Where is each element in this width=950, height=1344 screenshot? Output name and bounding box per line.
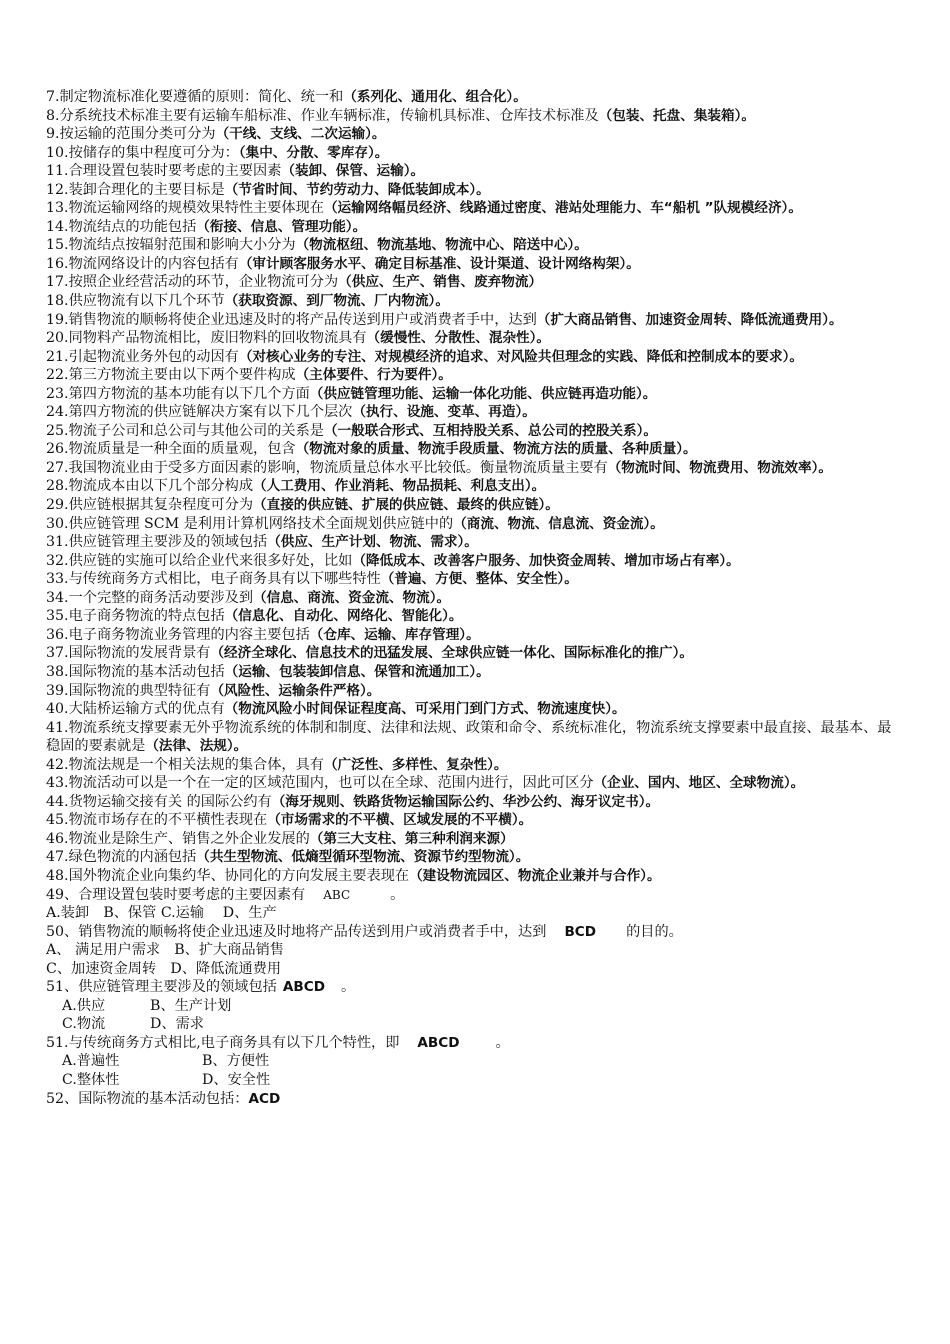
- answer: （人工费用、作业消耗、物品损耗、利息支出）。: [253, 478, 546, 495]
- question-item: [46, 459, 900, 478]
- question-item: [46, 144, 900, 163]
- question-tail: 的目的。: [626, 923, 683, 940]
- question-text: 33.与传统商务方式相比，电子商务具有以下哪些特性: [46, 571, 381, 588]
- question-item: [46, 292, 900, 311]
- answer: （审计顾客服务水平、确定目标基准、设计渠道、设计网络构架）。: [238, 255, 640, 272]
- question-item: [46, 626, 900, 645]
- answer: （第三大支柱、第三种利润来源）: [309, 830, 514, 847]
- question-text: 20.同物料产品物流相比，废旧物料的回收物流具有: [46, 330, 367, 347]
- mc-q49: [46, 886, 900, 905]
- answer: ABCD: [417, 1034, 460, 1051]
- question-item: [46, 867, 900, 886]
- question-text: 34.一个完整的商务活动要涉及到: [46, 589, 254, 606]
- answer: （执行、设施、变革、再造）。: [352, 404, 536, 421]
- answer: ABC: [323, 887, 351, 902]
- question-text: 49、合理设置包装时要考虑的主要因素有: [46, 886, 306, 903]
- answer: （经济全球化、信息技术的迅猛发展、全球供应链一体化、国际标准化的推广）。: [210, 645, 694, 662]
- answer: （信息化、自动化、网络化、智能化）。: [224, 608, 463, 625]
- question-item: [46, 403, 900, 422]
- question-text: 40.大陆桥运输方式的优点有: [46, 701, 225, 718]
- question-item: [46, 700, 900, 719]
- question-text: 21.引起物流业务外包的动因有: [46, 348, 239, 365]
- question-list: [46, 88, 900, 886]
- mc-q50: [46, 923, 900, 942]
- answer: （物流时间、物流费用、物流效率）。: [607, 459, 832, 476]
- question-item: [46, 348, 900, 367]
- answer: （缓慢性、分散性、混杂性）。: [366, 330, 551, 347]
- question-text: 39.国际物流的典型特征有: [46, 682, 211, 699]
- mc-q51b-options-row-2: [46, 1071, 900, 1090]
- answer: （商流、物流、信息流、资金流）。: [453, 515, 664, 532]
- question-item: [46, 570, 900, 589]
- answer: （扩大商品销售、加速资金周转、降低流通费用）。: [536, 311, 843, 328]
- question-tail: 。: [341, 979, 356, 996]
- option-a: A.供应: [62, 997, 106, 1014]
- answer: （仓库、运输、库存管理）。: [309, 626, 480, 643]
- question-item: [46, 236, 900, 255]
- question-item: [46, 756, 900, 775]
- question-text: 44.货物运输交接有关 的国际公约有: [46, 793, 272, 810]
- question-text: 27.我国物流业由于受多方面因素的影响，物流质量总体水平比较低。衡量物流质量主要有: [46, 459, 608, 476]
- answer: （节省时间、节约劳动力、降低装卸成本）。: [224, 181, 490, 198]
- answer: ABCD: [282, 979, 326, 996]
- answer: （广泛性、多样性、复杂性）。: [323, 756, 508, 773]
- answer: （包装、托盘、集装箱）。: [598, 107, 755, 124]
- question-item: [46, 255, 900, 274]
- question-text: 46.物流业是除生产、销售之外企业发展的: [46, 830, 310, 847]
- answer: ACD: [248, 1090, 281, 1107]
- question-item: [46, 88, 900, 107]
- option-a: A.普遍性: [62, 1053, 120, 1070]
- question-item: [46, 218, 900, 237]
- answer: （系列化、通用化、组合化）。: [343, 89, 527, 105]
- answer: （干线、支线、二次运输）。: [215, 126, 386, 143]
- question-text: 51、供应链管理主要涉及的领域包括: [46, 979, 277, 996]
- question-item: [46, 607, 900, 626]
- question-tail: 。: [390, 886, 405, 903]
- mc-q49-options: A.装卸 B、保管 C.运输 D、生产: [46, 905, 277, 922]
- question-text: 29.供应链根据其复杂程度可分为: [46, 497, 254, 514]
- question-item: [46, 107, 900, 126]
- question-text: 9.按运输的范围分类可分为: [46, 126, 216, 143]
- question-item: [46, 440, 900, 459]
- question-item: [46, 830, 900, 849]
- answer: （集中、分散、零库存）。: [238, 144, 389, 161]
- answer: （法律、法规）。: [145, 738, 248, 755]
- option-b: B、方便性: [202, 1053, 270, 1070]
- answer: （共生型物流、低熵型循环型物流、资源节约型物流）。: [196, 849, 530, 866]
- question-item: [46, 125, 900, 144]
- answer: （供应、生产计划、物流、需求）。: [267, 534, 478, 551]
- mc-q51b: [46, 1034, 900, 1053]
- answer: （对核心业务的专注、对规模经济的追求、对风险共但理念的实践、降低和控制成本的要求）。: [238, 348, 803, 365]
- question-item: [46, 515, 900, 534]
- question-text: 11.合理设置包装时要考虑的主要因素: [46, 163, 282, 180]
- answer: （运输网络幅员经济、线路通过密度、港站处理能力、车“船机 ”队规模经济）。: [323, 200, 802, 217]
- question-text: 26.物流质量是一种全面的质量观，包含: [46, 441, 296, 458]
- answer: （海牙规则、铁路货物运输国际公约、华沙公约、海牙议定书）。: [271, 793, 660, 810]
- question-text: 16.物流网络设计的内容包括有: [46, 255, 239, 272]
- question-item: [46, 663, 900, 682]
- answer: （物流枢纽、物流基地、物流中心、陪送中心）。: [295, 237, 588, 254]
- question-text: 41.物流系统支撑要素无外乎物流系统的体制和制度、法律和法规、政策和命令、系统标准化，物流系统支撑要素中最直接、最基本、最稳固的要素就是: [46, 719, 892, 755]
- answer: （衔接、信息、管理功能）。: [196, 218, 367, 235]
- question-text: 13.物流运输网络的规模效果特性主要体现在: [46, 200, 324, 217]
- question-text: 10.按储存的集中程度可分为：: [46, 144, 239, 161]
- question-item: [46, 719, 900, 756]
- answer: （企业、国内、地区、全球物流）。: [593, 775, 805, 792]
- question-text: 19.销售物流的顺畅将使企业迅速及时的将产品传送到用户或消费者手中，达到: [46, 311, 537, 328]
- answer: （物流风险小时间保证程度高、可采用门到门方式、物流速度快）。: [224, 701, 626, 718]
- mc-q50-option-row-1: A、 满足用户需求 B、扩大商品销售: [46, 942, 284, 959]
- question-item: [46, 774, 900, 793]
- question-text: 47.绿色物流的内涵包括: [46, 849, 197, 866]
- answer: （运输、包装装卸信息、保管和流通加工）。: [224, 663, 490, 680]
- answer: （供应、生产、销售、废弃物流）: [338, 274, 543, 291]
- mc-q51a-options-row-1: [46, 997, 900, 1016]
- question-text: 22.第三方物流主要由以下两个要件构成: [46, 367, 296, 384]
- answer: （物流对象的质量、物流手段质量、物流方法的质量、各种质量）。: [295, 441, 697, 458]
- option-d: D、安全性: [202, 1071, 271, 1088]
- question-text: 42.物流法规是一个相关法规的集合体，具有: [46, 756, 324, 773]
- question-text: 50、销售物流的顺畅将使企业迅速及时地将产品传送到用户或消费者手中，达到: [46, 923, 547, 940]
- answer: （市场需求的不平横、区域发展的不平横）。: [267, 812, 533, 829]
- question-item: [46, 422, 900, 441]
- question-item: [46, 385, 900, 404]
- question-item: [46, 273, 900, 292]
- answer: BCD: [564, 923, 597, 940]
- question-item: [46, 329, 900, 348]
- question-text: 23.第四方物流的基本功能有以下几个方面: [46, 385, 310, 402]
- answer: （直接的供应链、扩展的供应链、最终的供应链）。: [253, 497, 559, 514]
- question-text: 28.物流成本由以下几个部分构成: [46, 478, 254, 495]
- answer: （装卸、保管、运输）。: [281, 163, 425, 180]
- question-text: 24.第四方物流的供应链解决方案有以下几个层次: [46, 404, 353, 421]
- mc-q52: [46, 1090, 900, 1109]
- question-text: 12.装卸合理化的主要目标是: [46, 181, 225, 198]
- question-text: 30.供应链管理 SCM 是利用计算机网络技术全面规划供应链中的: [46, 515, 454, 532]
- answer: （降低成本、改善客户服务、加快资金周转、增加市场占有率）。: [352, 552, 740, 569]
- mc-q50-option-row-2: C、加速资金周转 D、降低流通费用: [46, 960, 282, 977]
- question-text: 37.国际物流的发展背景有: [46, 645, 211, 662]
- option-c: C.整体性: [62, 1071, 120, 1088]
- question-text: 38.国际物流的基本活动包括: [46, 663, 225, 680]
- question-text: 18.供应物流有以下几个环节: [46, 293, 225, 310]
- question-text: 8.分系统技术标准主要有运输车船标准、作业车辆标准，传输机具标准、仓库技术标准及: [46, 107, 599, 124]
- question-item: [46, 477, 900, 496]
- answer: （主体要件、行为要件）。: [295, 367, 452, 384]
- answer: （建设物流园区、物流企业兼并与合作）。: [409, 867, 661, 884]
- question-text: 15.物流结点按辐射范围和影响大小分为: [46, 237, 296, 254]
- question-text: 51.与传统商务方式相比,电子商务具有以下几个特性，即: [46, 1034, 400, 1051]
- question-text: 35.电子商务物流的特点包括: [46, 608, 225, 625]
- question-text: 48.国外物流企业向集约华、协同化的方向发展主要表现在: [46, 867, 410, 884]
- answer: （一般联合形式、互相持股关系、总公司的控股关系）。: [323, 422, 657, 439]
- question-item: [46, 533, 900, 552]
- question-item: [46, 162, 900, 181]
- answer: （普遍、方便、整体、安全性）。: [380, 571, 578, 588]
- question-text: 7.制定物流标准化要遵循的原则：简化、统一和: [46, 89, 344, 105]
- answer: （获取资源、到厂物流、厂内物流）。: [224, 293, 449, 310]
- question-text: 14.物流结点的功能包括: [46, 218, 197, 235]
- question-tail: 。: [495, 1034, 510, 1051]
- option-d: D、需求: [150, 1016, 204, 1033]
- answer: （风险性、运输条件严格）。: [210, 682, 381, 699]
- question-item: [46, 848, 900, 867]
- question-text: 25.物流子公司和总公司与其他公司的关系是: [46, 422, 324, 439]
- answer: （供应链管理功能、运输一体化功能、供应链再造功能）。: [309, 385, 657, 402]
- mc-q51b-options-row-1: [46, 1052, 900, 1071]
- question-item: [46, 181, 900, 200]
- question-text: 52、国际物流的基本活动包括：: [46, 1090, 249, 1107]
- question-text: 36.电子商务物流业务管理的内容主要包括: [46, 626, 310, 643]
- question-item: [46, 552, 900, 571]
- question-item: [46, 589, 900, 608]
- question-text: 32.供应链的实施可以给企业代来很多好处，比如: [46, 552, 353, 569]
- question-text: 45.物流市场存在的不平横性表现在: [46, 812, 268, 829]
- question-item: [46, 311, 900, 330]
- question-text: 31.供应链管理主要涉及的领域包括: [46, 534, 268, 551]
- question-item: [46, 366, 900, 385]
- mc-q51a-options-row-2: [46, 1015, 900, 1034]
- option-c: C.物流: [62, 1016, 106, 1033]
- answer: （信息、商流、资金流、物流）。: [253, 589, 451, 606]
- option-b: B、生产计划: [150, 997, 232, 1014]
- question-item: [46, 793, 900, 812]
- question-item: [46, 644, 900, 663]
- question-item: [46, 496, 900, 515]
- question-text: 43.物流活动可以是一个在一定的区域范围内，也可以在全球、范围内进行，因此可区分: [46, 775, 594, 792]
- question-text: 17.按照企业经营活动的环节，企业物流可分为: [46, 274, 339, 291]
- mc-q51a: [46, 978, 900, 997]
- question-item: [46, 199, 900, 218]
- question-item: [46, 682, 900, 701]
- question-item: [46, 811, 900, 830]
